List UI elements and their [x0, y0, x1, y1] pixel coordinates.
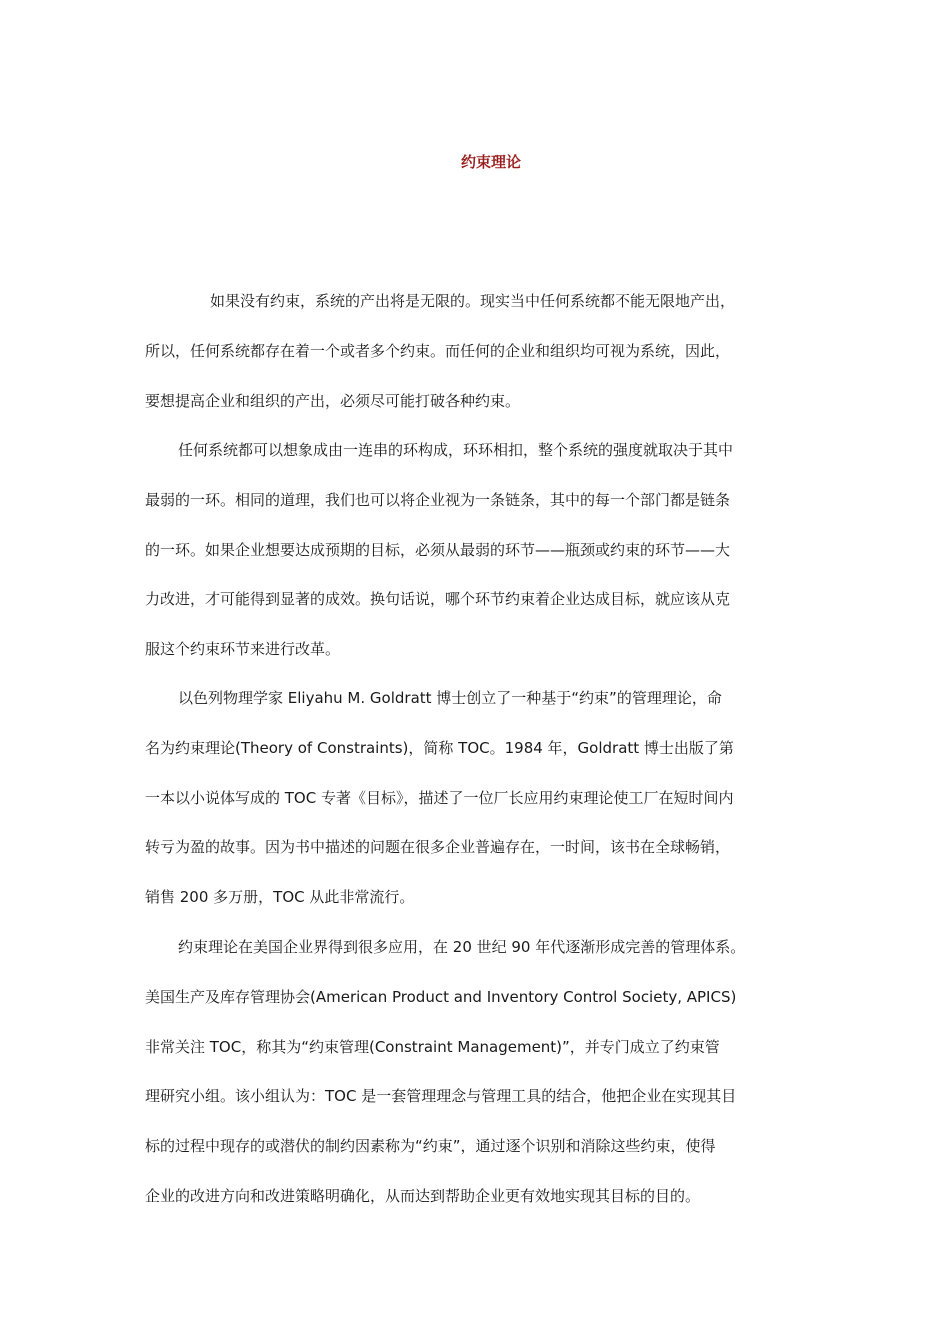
paragraph-2-line-1: 任何系统都可以想象成由一连串的环构成，环环相扣，整个系统的强度就取决于其中: [178, 441, 734, 459]
paragraph-3-line-3: 一本以小说体写成的 TOC 专著《目标》，描述了一位厂长应用约束理论使工厂在短时间内: [145, 789, 734, 807]
paragraph-4-line-1: 约束理论在美国企业界得到很多应用，在 20 世纪 90 年代逐渐形成完善的管理体系。: [178, 938, 746, 956]
paragraph-2-line-3: 的一环。如果企业想要达成预期的目标，必须从最弱的环节——瓶颈或约束的环节——大: [145, 541, 731, 559]
paragraph-4-line-3: 非常关注 TOC，称其为“约束管理(Constraint Management)”，并专门成立了约束管: [145, 1038, 720, 1056]
paragraph-1-line-2: 所以，任何系统都存在着一个或者多个约束。而任何的企业和组织均可视为系统，因此，: [145, 342, 731, 360]
paragraph-3-line-2: 名为约束理论(Theory of Constraints)，简称 TOC。1984 年，Goldratt 博士出版了第: [145, 739, 734, 757]
paragraph-4-line-4: 理研究小组。该小组认为：TOC 是一套管理理念与管理工具的结合，他把企业在实现其目: [145, 1087, 737, 1105]
paragraph-4-line-2: 美国生产及库存管理协会(American Product and Inventory Control Society, APICS): [145, 988, 737, 1006]
document-title: 约束理论: [460, 153, 521, 171]
paragraph-1-line-1: 如果没有约束，系统的产出将是无限的。现实当中任何系统都不能无限地产出，: [210, 292, 736, 310]
paragraph-4-line-6: 企业的改进方向和改进策略明确化，从而达到帮助企业更有效地实现其目标的目的。: [145, 1187, 701, 1205]
paragraph-3-line-1: 以色列物理学家 Eliyahu M. Goldratt 博士创立了一种基于“约束”的管理理论，命: [178, 689, 722, 707]
paragraph-2-line-2: 最弱的一环。相同的道理，我们也可以将企业视为一条链条，其中的每一个部门都是链条: [145, 491, 731, 509]
paragraph-1-line-3: 要想提高企业和组织的产出，必须尽可能打破各种约束。: [145, 392, 521, 410]
paragraph-2-line-5: 服这个约束环节来进行改革。: [145, 640, 341, 658]
paragraph-3-line-5: 销售 200 多万册，TOC 从此非常流行。: [145, 888, 415, 906]
paragraph-4-line-5: 标的过程中现存的或潜伏的制约因素称为“约束”，通过逐个识别和消除这些约束，使得: [145, 1137, 716, 1155]
paragraph-2-line-4: 力改进，才可能得到显著的成效。换句话说，哪个环节约束着企业达成目标，就应该从克: [145, 590, 731, 608]
paragraph-3-line-4: 转亏为盈的故事。因为书中描述的问题在很多企业普遍存在，一时间，该书在全球畅销，: [145, 838, 731, 856]
